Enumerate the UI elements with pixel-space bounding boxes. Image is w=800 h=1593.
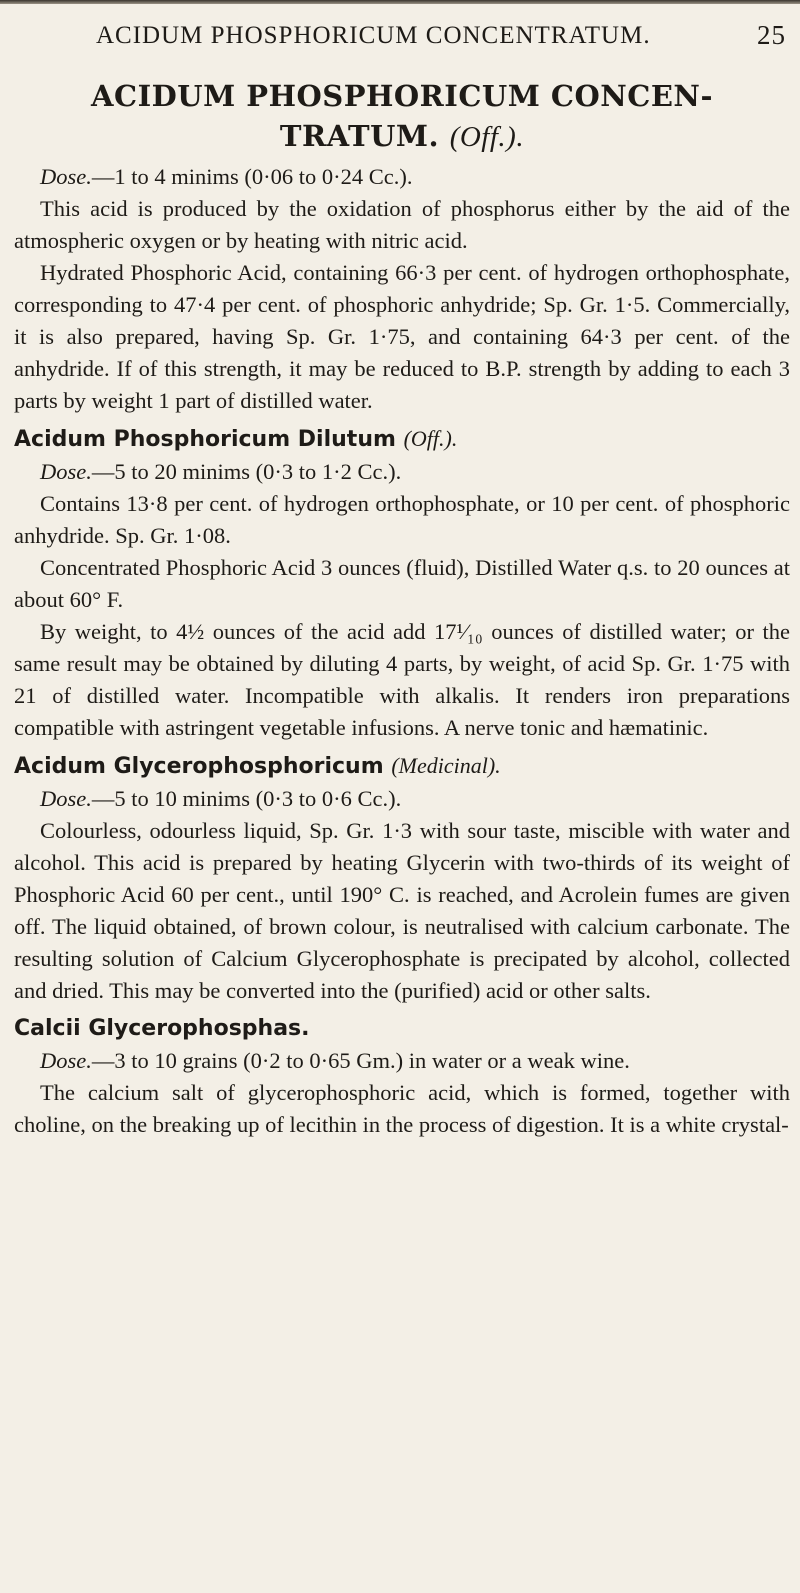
section2-para1: Contains 13·8 per cent. of hydrogen orthophosphate, or 10 per cent. of phosphoric anhydride. Sp. Gr. 1·08. <box>14 491 790 548</box>
dose-label: Dose. <box>40 1048 92 1073</box>
section2-dose <box>14 456 790 488</box>
dose-label: Dose. <box>40 786 92 811</box>
main-title-tag: (Off.). <box>449 121 525 153</box>
section2-tag: (Off.). <box>403 426 458 451</box>
main-title-line1: ACIDUM PHOSPHORICUM CONCEN- <box>91 79 713 113</box>
section1-dose <box>14 161 790 193</box>
dose-text: —3 to 10 grains (0·2 to 0·65 Gm.) in water or a weak wine. <box>91 1048 630 1073</box>
section3-heading: Acidum Glycerophosphoricum (Medicinal). <box>14 753 501 779</box>
dose-text: —1 to 4 minims (0·06 to 0·24 Cc.). <box>91 164 413 189</box>
section2-heading: Acidum Phosphoricum Dilutum (Off.). <box>14 426 458 452</box>
page-content <box>14 70 790 1141</box>
main-title <box>14 76 790 157</box>
dose-text: —5 to 20 minims (0·3 to 1·2 Cc.). <box>91 459 402 484</box>
section4-dose <box>14 1045 790 1077</box>
dose-label: Dose. <box>40 164 92 189</box>
page-number: 25 <box>757 20 786 50</box>
dose-label: Dose. <box>40 459 92 484</box>
page-edge-rule <box>0 0 800 4</box>
section4-para1: The calcium salt of glycerophosphoric acid, which is formed, together with choline, on the breaking up of lecithin in the process of digestion. It is a white crystal- <box>14 1080 790 1137</box>
section1-para2: Hydrated Phosphoric Acid, containing 66·3 per cent. of hydrogen orthophosphate, corresponding to 47·4 per cent. of phosphoric anhydride; Sp. Gr. 1·5. Commercially, it is also prepared, having Sp. Gr. 1·75, and containing 64·3 per cent. of the anhydride. If of this strength, it may be reduced to B.P. strength by adding to each 3 parts by weight 1 part of distilled water. <box>14 260 790 413</box>
section2-para3: By weight, to 4½ ounces of the acid add 17¹⁄₁₀ ounces of distilled water; or the same result may be obtained by diluting 4 parts, by weight, of acid Sp. Gr. 1·75 with 21 of distilled water. Incompatible with alkalis. It renders iron preparations compatible with astringent vegetable infusions. A nerve tonic and hæmatinic. <box>14 619 790 740</box>
section2-para2: Concentrated Phosphoric Acid 3 ounces (fluid), Distilled Water q.s. to 20 ounces at about 60° F. <box>14 555 790 612</box>
section3-tag: (Medicinal). <box>391 753 501 778</box>
section4-heading: Calcii Glycerophosphas. <box>14 1016 310 1041</box>
main-title-line2: TRATUM. (Off.). <box>279 119 525 153</box>
section1-para1: This acid is produced by the oxidation of phosphorus either by the aid of the atmospheric oxygen or by heating with nitric acid. <box>14 196 790 253</box>
section3-para1: Colourless, odourless liquid, Sp. Gr. 1·3 with sour taste, miscible with water and alcohol. This acid is prepared by heating Glycerin with two-thirds of its weight of Phosphoric Acid 60 per cent., until 190° C. is reached, and Acrolein fumes are given off. The liquid obtained, of brown colour, is neutralised with calcium carbonate. The resulting solution of Calcium Glycerophosphate is precipated by alcohol, collected and dried. This may be converted into the (purified) acid or other salts. <box>14 818 790 1003</box>
running-header <box>96 16 786 56</box>
dose-text: —5 to 10 minims (0·3 to 0·6 Cc.). <box>91 786 402 811</box>
running-title: ACIDUM PHOSPHORICUM CONCENTRATUM. <box>96 22 651 49</box>
section3-dose <box>14 783 790 815</box>
